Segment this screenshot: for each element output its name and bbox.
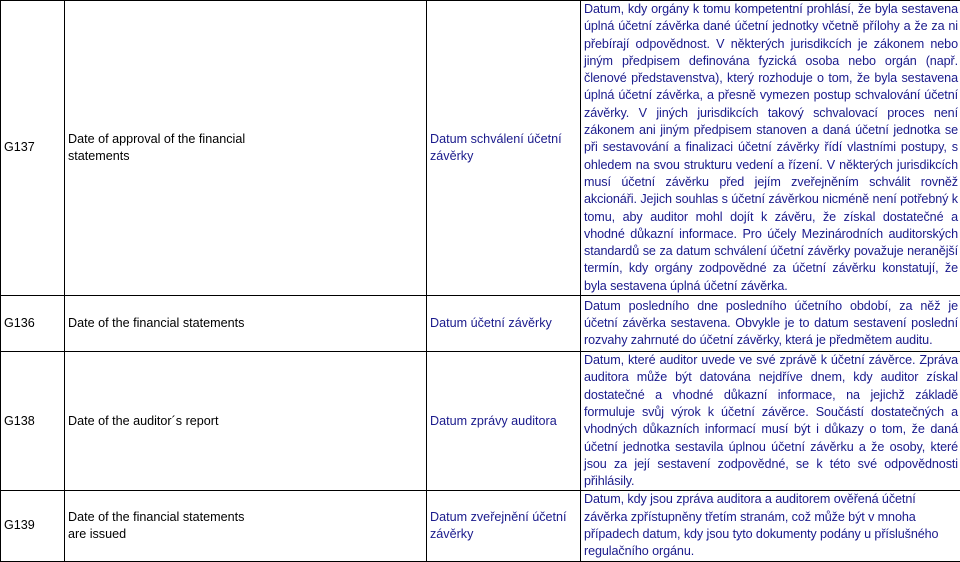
table-row	[1, 1, 960, 296]
czech-term: Datum zprávy auditora	[427, 352, 581, 491]
english-term: Date of the auditor´s report	[65, 352, 427, 491]
term-definition: Datum, které auditor uvede ve své zprávě k účetní závěrce. Zpráva auditora může být datována nejdříve dnem, kdy auditor získal dostatečné a vhodné důkazní informace, na jejichž základě formuluje svůj výrok k účetní závěrce. Součástí dostatečných a vhodných důkazních informací musí být i důkazy o tom, že daná účetní jednotka sestavila úplnou účetní závěrku a že osoby, které jsou za její sestavení zodpovědné, se k této své odpovědnosti přihlásily.	[581, 352, 960, 491]
english-term: Date of the financial statements	[65, 296, 427, 352]
czech-term: Datum účetní závěrky	[427, 296, 581, 352]
czech-term: Datum zveřejnění účetní závěrky	[427, 491, 581, 561]
table-row	[1, 352, 960, 491]
term-code: G136	[1, 296, 65, 352]
term-code: G137	[1, 1, 65, 296]
term-code: G138	[1, 352, 65, 491]
english-term: Date of the financial statements are issued	[65, 491, 427, 561]
term-definition: Datum posledního dne posledního účetního období, za něž je účetní závěrka sestavena. Obvykle je to datum sestavení poslední rozvahy zahrnuté do účetní závěrky, která je předmětem auditu.	[581, 296, 960, 352]
table-row	[1, 296, 960, 352]
table-row	[1, 491, 960, 561]
term-definition: Datum, kdy jsou zpráva auditora a auditorem ověřená účetní závěrka zpřístupněny třetím stranám, což může být v mnoha případech datum, kdy jsou tyto dokumenty podány u příslušného regulačního orgánu.	[581, 491, 960, 561]
english-term: Date of approval of the financial statements	[65, 1, 427, 296]
term-definition: Datum, kdy orgány k tomu kompetentní prohlásí, že byla sestavena úplná účetní závěrka dané účetní jednotky včetně přílohy a že za ni přebírají odpovědnost. V některých jurisdikcích je zákonem nebo jiným předpisem definována fyzická osoba nebo orgán (např. členové představenstva), který rozhoduje o tom, že byla sestavena úplná účetní závěrka, a přesně vymezen postup schvalování účetní závěrky. V jiných jurisdikcích takový schvalovací proces není zákonem ani jiným předpisem stanoven a daná účetní jednotka se při sestavování a finalizaci účetní závěrky řídí vlastními postupy, s ohledem na svou strukturu vedení a řízení. V některých jurisdikcích musí účetní závěrku před jejím zveřejněním schválit rovněž akcionáři. Jejich souhlas s účetní závěrkou nicméně není potřebný k tomu, aby auditor mohl dojít k závěru, že získal dostatečné a vhodné důkazní informace. Pro účely Mezinárodních auditorských standardů se za datum schválení účetní závěrky považuje neranější termín, kdy orgány zodpovědné za účetní závěrku konstatují, že byla sestavena úplná účetní závěrka.	[581, 1, 960, 296]
term-code: G139	[1, 491, 65, 561]
czech-term: Datum schválení účetní závěrky	[427, 1, 581, 296]
